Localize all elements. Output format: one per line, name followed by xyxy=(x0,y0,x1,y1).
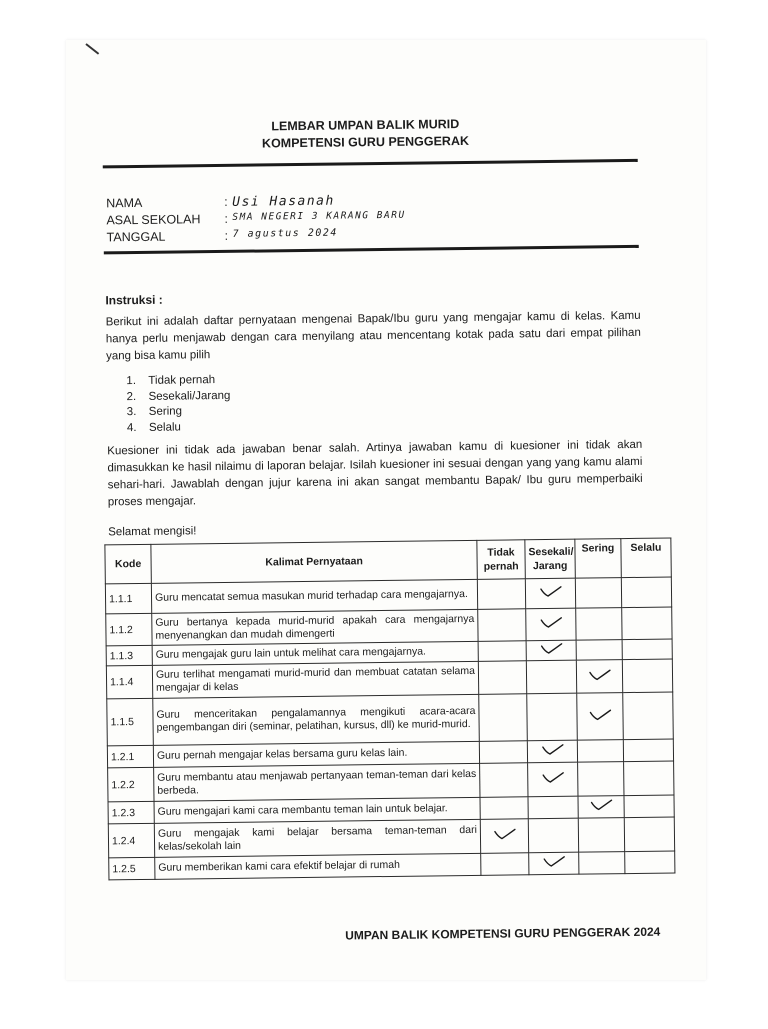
answer-cell-never[interactable] xyxy=(479,694,528,742)
answer-cell-often[interactable] xyxy=(576,660,622,694)
header-never-line-2: pernah xyxy=(483,560,519,573)
check-mark-icon xyxy=(540,643,562,655)
questionnaire-table xyxy=(104,537,675,880)
answer-cell-always[interactable] xyxy=(621,577,671,608)
instructions-heading: Instruksi : xyxy=(105,292,163,308)
answer-cell-often[interactable] xyxy=(575,578,621,609)
check-mark-icon xyxy=(588,669,610,681)
row-statement: Guru mengajak guru lain untuk melihat cara mengajarnya. xyxy=(152,641,478,665)
list-item xyxy=(127,419,231,436)
row-statement: Guru memberikan kami cara efektif belajar di rumah xyxy=(155,853,481,879)
instructions-paragraph-2: Kuesioner ini tidak ada jawaban benar salah. Artinya jawaban kamu di kuesioner ini tidak akan dimasukkan ke hasil nilaimu di laporan belajar. Isilah kuesioner ini sesuai dengan yang yang kamu alami sehari-hari. Jawablah dengan jujur karena ini akan sangat membantu Bapak/ Ibu guru memperbaiki proses mengajar. xyxy=(107,438,643,509)
check-mark-icon xyxy=(543,856,565,868)
row-code: 1.2.5 xyxy=(109,857,155,880)
page-footer: UMPAN BALIK KOMPETENSI GURU PENGGERAK 2024 xyxy=(345,924,661,943)
header-never xyxy=(477,540,525,580)
header-always: Selalu xyxy=(621,538,671,578)
identity-label: ASAL SEKOLAH xyxy=(106,212,201,228)
row-code: 1.1.3 xyxy=(106,645,152,666)
greeting-text: Selamat mengisi! xyxy=(108,525,197,539)
document-title xyxy=(215,115,515,153)
list-item xyxy=(126,388,230,405)
row-code: 1.2.2 xyxy=(108,767,154,802)
answer-cell-never[interactable] xyxy=(480,819,528,854)
answer-cell-rarely[interactable] xyxy=(526,660,576,694)
answer-cell-always[interactable] xyxy=(622,639,672,660)
answer-cell-rarely[interactable] xyxy=(525,578,575,609)
option-label: Selalu xyxy=(148,420,181,434)
answer-cell-rarely[interactable] xyxy=(528,796,578,819)
header-often: Sering xyxy=(575,539,621,579)
answer-cell-rarely[interactable] xyxy=(528,762,578,797)
answer-cell-always[interactable] xyxy=(624,795,674,818)
identity-rule xyxy=(104,245,639,255)
answer-cell-always[interactable] xyxy=(623,739,673,762)
check-mark-icon xyxy=(540,617,562,629)
answer-cell-rarely[interactable] xyxy=(527,740,577,763)
check-mark-icon xyxy=(541,744,563,756)
answer-cell-never[interactable] xyxy=(478,609,526,642)
answer-cell-often[interactable] xyxy=(578,762,624,797)
check-mark-icon xyxy=(493,828,515,840)
option-number: 1. xyxy=(126,375,137,388)
name-value-handwritten: Usi Hasanah xyxy=(232,193,335,210)
date-value-handwritten: 7 agustus 2024 xyxy=(232,227,338,240)
answer-cell-rarely[interactable] xyxy=(526,640,576,661)
answer-cell-always[interactable] xyxy=(622,607,672,640)
answer-cell-often[interactable] xyxy=(579,852,625,875)
row-statement: Guru mengajari kami cara membantu teman lain untuk belajar. xyxy=(154,797,480,823)
option-number: 3. xyxy=(126,406,137,419)
list-item xyxy=(126,373,230,390)
identity-colon: : xyxy=(224,211,228,226)
row-statement: Guru terlihat mengamati murid-murid dan membuat catatan selama mengajar di kelas xyxy=(152,661,478,698)
row-code: 1.1.1 xyxy=(105,583,151,614)
identity-colon: : xyxy=(224,228,229,243)
answer-cell-often[interactable] xyxy=(577,693,624,741)
header-rule xyxy=(103,159,638,169)
check-mark-icon xyxy=(590,799,612,811)
title-line-2: KOMPETENSI GURU PENGGERAK xyxy=(261,133,470,151)
check-mark-icon xyxy=(589,709,611,721)
row-statement: Guru bertanya kepada murid-murid apakah cara mengajarnya menyenangkan dan mudah dimengerti xyxy=(152,609,478,645)
answer-cell-often[interactable] xyxy=(578,796,624,819)
row-code: 1.2.3 xyxy=(108,801,154,824)
option-label: Tidak pernah xyxy=(148,374,216,387)
header-rarely-line-2: Jarang xyxy=(532,559,568,573)
answer-cell-often[interactable] xyxy=(578,818,624,853)
row-statement: Guru mengajak kami belajar bersama teman-teman dari kelas/sekolah lain xyxy=(154,819,480,857)
answer-cell-never[interactable] xyxy=(480,797,528,820)
header-statement: Kalimat Pernyataan xyxy=(151,540,477,583)
row-code: 1.2.1 xyxy=(107,745,153,768)
row-code: 1.1.5 xyxy=(107,698,154,746)
check-mark-icon xyxy=(539,586,561,598)
header-rarely xyxy=(525,539,575,579)
table-row xyxy=(107,692,674,746)
answer-cell-often[interactable] xyxy=(576,640,622,661)
row-code: 1.1.4 xyxy=(106,665,152,699)
row-code: 1.1.2 xyxy=(106,613,152,646)
answer-cell-never[interactable] xyxy=(477,579,525,610)
answer-cell-always[interactable] xyxy=(624,761,674,796)
answer-cell-always[interactable] xyxy=(622,659,672,693)
option-label: Sesekali/Jarang xyxy=(148,389,231,403)
option-number: 4. xyxy=(126,421,137,434)
answer-cell-never[interactable] xyxy=(479,741,527,764)
answer-cell-rarely[interactable] xyxy=(529,852,579,875)
header-rarely-line-1: Sesekali/ xyxy=(528,545,574,559)
answer-cell-often[interactable] xyxy=(576,608,622,641)
identity-label: NAMA xyxy=(106,195,143,211)
answer-cell-always[interactable] xyxy=(624,817,674,852)
row-statement: Guru menceritakan pengalamannya mengikuti acara-acara pengembangan diri (seminar, pelatihan, kursus, dll) ke murid-murid. xyxy=(153,694,480,745)
row-code: 1.2.4 xyxy=(108,823,154,858)
identity-label: TANGGAL xyxy=(106,229,166,245)
option-number: 2. xyxy=(126,390,137,403)
instructions-paragraph-1: Berikut ini adalah daftar pernyataan mengenai Bapak/Ibu guru yang mengajar kamu di kelas. Kamu hanya perlu menjawab dengan cara menyilang atau mencentang kotak pada satu dari empat pilihan yang bisa kamu pilih xyxy=(105,309,641,363)
answer-cell-never[interactable] xyxy=(481,853,529,876)
answer-cell-rarely[interactable] xyxy=(527,693,578,741)
header-never-line-1: Tidak xyxy=(487,546,515,559)
answer-options-list xyxy=(126,373,231,436)
answer-cell-never[interactable] xyxy=(480,763,528,798)
answer-cell-always[interactable] xyxy=(623,692,674,740)
header-code: Kode xyxy=(105,544,151,584)
option-label: Sering xyxy=(148,405,183,418)
row-statement: Guru mencatat semua masukan murid terhadap cara mengajarnya. xyxy=(151,579,477,613)
answer-cell-rarely[interactable] xyxy=(526,608,576,641)
identity-colon: : xyxy=(224,194,228,209)
title-line-1: LEMBAR UMPAN BALIK MURID xyxy=(271,117,460,134)
answer-cell-rarely[interactable] xyxy=(528,818,578,853)
school-value-handwritten: SMA NEGERI 3 KARANG BARU xyxy=(232,209,406,223)
row-statement: Guru membantu atau menjawab pertanyaan teman-teman dari kelas berbeda. xyxy=(154,763,480,801)
table-header-row xyxy=(105,538,671,584)
list-item xyxy=(127,404,231,421)
row-statement: Guru pernah mengajar kelas bersama guru kelas lain. xyxy=(153,741,479,767)
answer-cell-always[interactable] xyxy=(625,851,675,874)
check-mark-icon xyxy=(538,772,568,784)
answer-cell-often[interactable] xyxy=(577,740,623,763)
answer-cell-never[interactable] xyxy=(478,661,526,695)
answer-cell-never[interactable] xyxy=(478,641,526,662)
